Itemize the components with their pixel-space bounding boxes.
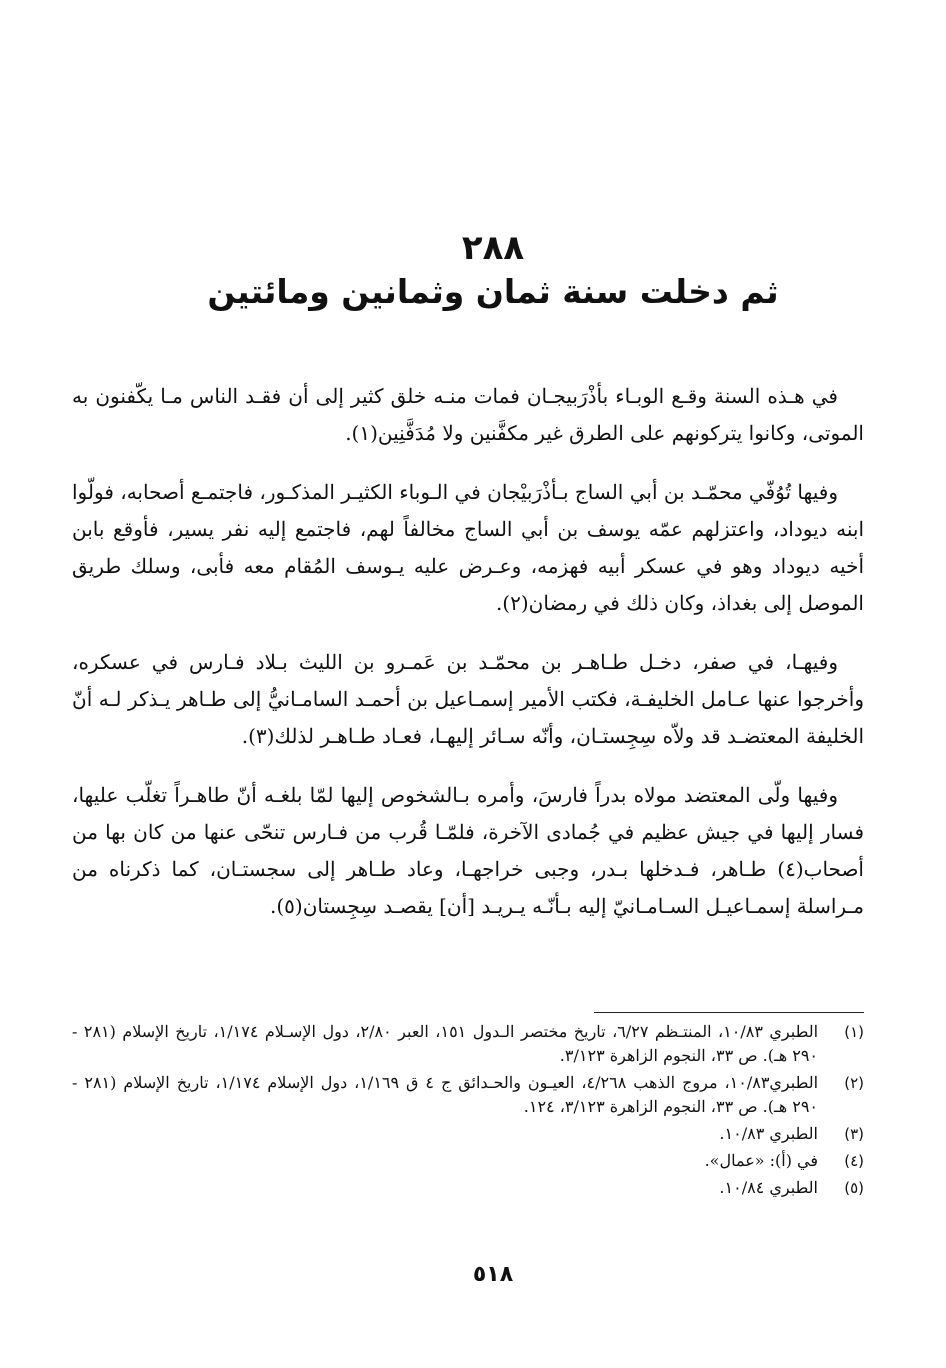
footnote-number: (٢) [844, 1074, 864, 1092]
footnote-item [72, 1071, 864, 1119]
footnote-text: الطبري ١٠/٨٣، المنتـظم ٦/٢٧، تاريخ مختصر الـدول ١٥١، العبر ٢/٨٠، دول الإسـلام ١/١٧٤، تاريخ الإسلام (٢٨١ - ٢٩٠ هـ). ص ٣٣، النجوم الزاهرة ٣/١٢٣. [72, 1022, 819, 1065]
footnote-item [72, 1176, 864, 1200]
footnote-item [72, 1020, 864, 1068]
footnote-number: (٥) [844, 1179, 864, 1197]
main-text [72, 378, 864, 947]
footnote-text: الطبري ١٠/٨٤. [719, 1178, 818, 1197]
footnote-number: (١) [844, 1023, 864, 1041]
paragraph: في هـذه السنة وقـع الوبـاء بأذْرَبيجـان فمات منـه خلق كثير إلى أن فقـد الناس مـا يكّفنون به الموتى، وكانوا يتركونهم على الطرق غير مكفَّنين ولا مُدَفَّنِين(١). [72, 384, 864, 445]
footnotes [72, 1020, 864, 1203]
year-number: ٢٨٨ [461, 228, 525, 268]
footnote-item [72, 1149, 864, 1173]
paragraph: وفيها ولّى المعتضد مولاه بدراً فارسَ، وأمره بـالشخوص إليها لمّا بلغـه أنّ طاهـراً تغلّب عليها، فسار إليها في جيش عظيم في جُمادى الآخرة، فلمّـا قُرب من فـارس تنحّى عنها من كان بها من أصحاب(٤) طـاهر، فـدخلها بـدر، وجبى خراجهـا، وعاد طـاهر إلى سجستـان، كما ذكرناه من مـراسلة إسمـاعيـل السـامـانيّ إليه بـأنّـه يـريـد [أن] يقصـد سِجِستان(٥). [72, 783, 864, 918]
page-number [0, 1262, 946, 1287]
footnote-divider [594, 1012, 864, 1013]
footnote-text: في (أ): «عمال». [704, 1151, 818, 1170]
page-number-text: ٥١٨ [472, 1262, 514, 1287]
paragraph: وفيهـا، في صفر، دخـل طـاهـر بن محمّـد بن عَمـرو بن الليث بـلاد فـارس في عسكره، وأخرجوا عنها عـامل الخليفـة، فكتب الأمير إسمـاعيل بن أحمـد السامـانيُّ إلى طـاهر يـذكر لـه أنّ الخليفة المعتضـد قد ولاّه سِجِستـان، وأنّه سـائر إليهـا، فعـاد طـاهـر لذلك(٣). [72, 650, 864, 748]
paragraph: وفيها تُوُفّي محمّـد بن أبي الساج بـأذْرَبيْجان في الـوباء الكثيـر المذكـور، فاجتمـع أصحابه، فولّوا ابنه ديوداد، واعتزلهم عمّه يوسف بن أبي الساج مخالفاً لهم، فاجتمع إليه نفر يسير، فأوقع بابن أخيه ديوداد وهو في عسكر أبيه فهزمه، وعـرض عليه يـوسف المُقام معه فأبى، وسلك طريق الموصل إلى بغداذ، وكان ذلك في رمضان(٢). [72, 480, 864, 615]
footnote-number: (٤) [844, 1152, 864, 1170]
chapter-heading [0, 228, 946, 316]
footnote-text: الطبري١٠/٨٣، مروج الذهب ٤/٢٦٨، العيـون والحـدائق ج ٤ ق ١/١٦٩، دول الإسلام ١/١٧٤، تاريخ الإسلام (٢٨١ - ٢٩٠ هـ). ص ٣٣، النجوم الزاهرة ٣/١٢٣، ١٢٤. [72, 1073, 819, 1116]
footnote-number: (٣) [844, 1125, 864, 1143]
footnote-text: الطبري ١٠/٨٣. [719, 1124, 818, 1143]
chapter-title: ثم دخلت سنة ثمان وثمانين ومائتين [207, 272, 779, 311]
footnote-item [72, 1122, 864, 1146]
